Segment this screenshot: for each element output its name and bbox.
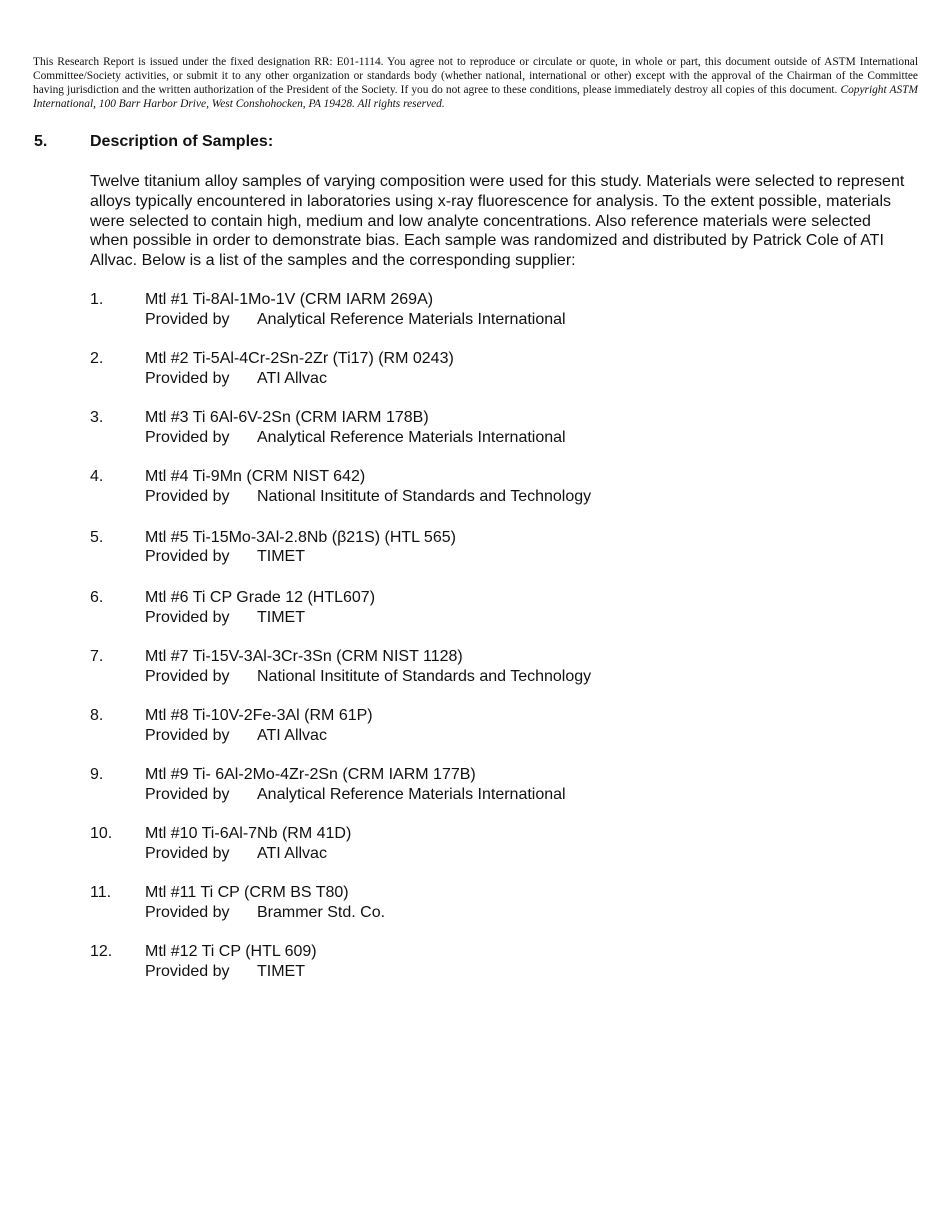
sample-item (90, 647, 910, 706)
sample-item (90, 883, 910, 942)
sample-supplier: TIMET (257, 608, 305, 626)
sample-material: Mtl #12 Ti CP (HTL 609) (145, 943, 317, 960)
provided-by-label: Provided by (145, 487, 230, 505)
sample-item (90, 349, 910, 408)
provided-by-label: Provided by (145, 844, 230, 862)
sample-supplier: ATI Allvac (257, 726, 327, 744)
sample-material: Mtl #7 Ti-15V-3Al-3Cr-3Sn (CRM NIST 1128) (145, 648, 463, 665)
sample-material: Mtl #6 Ti CP Grade 12 (HTL607) (145, 589, 376, 606)
sample-material: Mtl #3 Ti 6Al-6V-2Sn (CRM IARM 178B) (145, 409, 429, 426)
sample-item (90, 467, 910, 528)
sample-item (90, 942, 910, 1001)
sample-supplier: Analytical Reference Materials International (257, 785, 566, 803)
provided-by-label: Provided by (145, 962, 230, 980)
sample-index: 5. (90, 528, 104, 546)
sample-index: 12. (90, 943, 113, 960)
sample-material: Mtl #1 Ti-8Al-1Mo-1V (CRM IARM 269A) (145, 291, 434, 308)
sample-material: Mtl #11 Ti CP (CRM BS T80) (145, 884, 349, 901)
sample-index: 6. (90, 589, 104, 606)
provided-by-label: Provided by (145, 608, 230, 626)
provided-by-label: Provided by (145, 667, 230, 685)
sample-material: Mtl #9 Ti- 6Al-2Mo-4Zr-2Sn (CRM IARM 177B) (145, 766, 476, 783)
sample-material: Mtl #8 Ti-10V-2Fe-3Al (RM 61P) (145, 707, 373, 724)
copyright-notice (33, 55, 918, 111)
sample-index: 4. (90, 468, 104, 485)
sample-index: 11. (90, 884, 112, 901)
sample-index: 1. (90, 291, 104, 308)
sample-material: Mtl #10 Ti-6Al-7Nb (RM 41D) (145, 825, 352, 842)
sample-supplier: TIMET (257, 548, 305, 566)
sample-supplier: ATI Allvac (257, 844, 327, 862)
sample-index: 8. (90, 707, 104, 724)
sample-material: Mtl #2 Ti-5Al-4Cr-2Sn-2Zr (Ti17) (RM 0243) (145, 350, 454, 367)
section-number: 5. (34, 133, 48, 150)
sample-supplier: Analytical Reference Materials International (257, 310, 566, 328)
sample-index: 10. (90, 825, 113, 842)
sample-item (90, 408, 910, 467)
sample-material: Mtl #4 Ti-9Mn (CRM NIST 642) (145, 468, 366, 485)
sample-list (90, 290, 910, 1001)
sample-item (90, 528, 910, 589)
provided-by-label: Provided by (145, 903, 230, 921)
sample-index: 2. (90, 350, 104, 367)
sample-supplier: National Insititute of Standards and Technology (257, 667, 592, 685)
sample-item (90, 824, 910, 883)
copyright-line: Copyright ASTM International, 100 Barr Harbor Drive, West Conshohocken, PA 19428. All rights reserved. (33, 84, 918, 110)
sample-supplier: Analytical Reference Materials International (257, 428, 566, 446)
provided-by-label: Provided by (145, 369, 230, 387)
section-intro: Twelve titanium alloy samples of varying composition were used for this study. Materials were selected to represent alloys typically encountered in laboratories using x-ray fluorescence for analysis. To the extent possible, materials were selected to contain high, medium and low analyte concentrations. Also reference materials were selected when possible in order to demonstrate bias. Each sample was randomized and distributed by Patrick Cole of ATI Allvac. Below is a list of the samples and the corresponding supplier: (90, 173, 905, 270)
section-title: Description of Samples: (90, 133, 274, 150)
sample-item (90, 706, 910, 765)
sample-supplier: TIMET (257, 962, 305, 980)
sample-material: Mtl #5 Ti-15Mo-3Al-2.8Nb (β21S) (HTL 565) (145, 528, 456, 546)
sample-index: 9. (90, 766, 104, 783)
sample-index: 7. (90, 648, 104, 665)
sample-index: 3. (90, 409, 104, 426)
sample-supplier: ATI Allvac (257, 369, 327, 387)
sample-supplier: Brammer Std. Co. (257, 903, 386, 921)
sample-item (90, 290, 910, 349)
section-heading (34, 132, 273, 152)
sample-item (90, 765, 910, 824)
provided-by-label: Provided by (145, 310, 230, 328)
provided-by-label: Provided by (145, 428, 230, 446)
provided-by-label: Provided by (145, 785, 230, 803)
provided-by-label: Provided by (145, 548, 230, 566)
notice-text: This Research Report is issued under the fixed designation RR: E01-1114. You agree not to reproduce or circulate or quote, in whole or part, this document outside of ASTM International Committee/Society activities, or submit it to any other organization or standards body (whether national, international or other) except with the approval of the Chairman of the Committee having jurisdiction and the written authorization of the President of the Society. If you do not agree to these conditions, please immediately destroy all copies of this document. (33, 56, 918, 96)
provided-by-label: Provided by (145, 726, 230, 744)
sample-item (90, 588, 910, 647)
sample-supplier: National Insititute of Standards and Technology (257, 487, 592, 505)
